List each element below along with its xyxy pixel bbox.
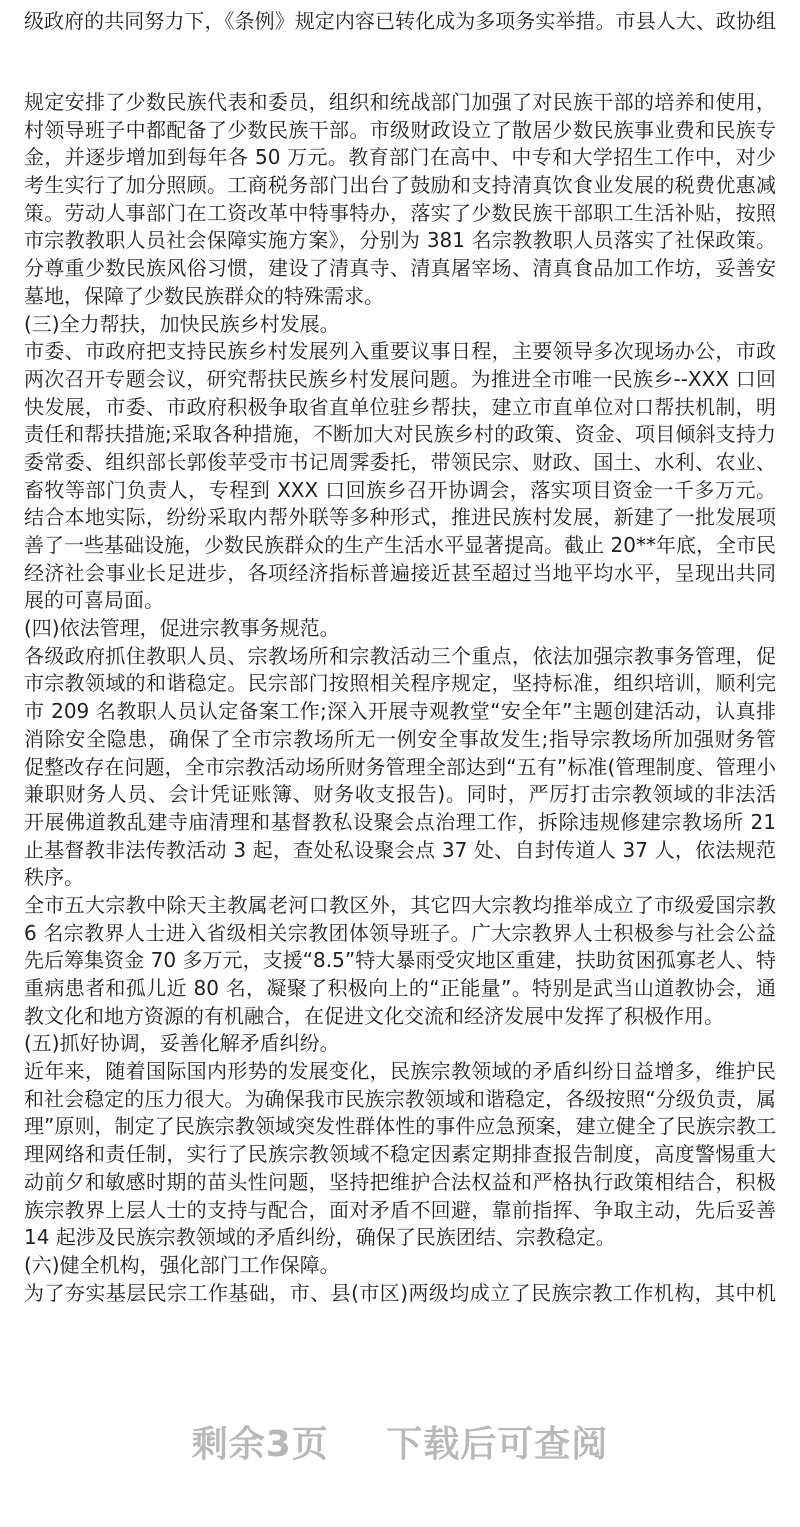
text-line: 委常委、组织部长郭俊苹受市书记周霁委托，带领民宗、财政、国土、水利、农业、 <box>24 449 776 474</box>
text-line: 全市五大宗教中除天主教属老河口教区外，其它四大宗教均推举成立了市级爱国宗教 <box>24 892 776 917</box>
text-line: 消除安全隐患，确保了全市宗教场所无一例安全事故发生;指导宗教场所加强财务管 <box>24 726 776 751</box>
paywall-footer <box>0 1420 800 1470</box>
section-heading <box>24 1030 776 1058</box>
text-line: (三)全力帮扶，加快民族乡村发展。 <box>24 311 340 336</box>
text-line: 14 起涉及民族宗教领域的矛盾纠纷，确保了民族团结、宗教稳定。 <box>24 1225 616 1250</box>
text-line: (五)抓好协调，妥善化解矛盾纠纷。 <box>24 1031 340 1056</box>
text-line: 理”原则，制定了民族宗教领域突发性群体性的事件应急预案，建立健全了民族宗教工 <box>24 1114 776 1139</box>
text-line: 秩序。 <box>24 865 84 890</box>
paragraph <box>24 1058 776 1252</box>
paragraph <box>24 338 776 615</box>
text-line: 和社会稳定的压力很大。为确保我市民族宗教领域和谐稳定，各级按照“分级负责，属 <box>24 1086 776 1111</box>
text-line: 规定安排了少数民族代表和委员，组织和统战部门加强了对民族干部的培养和使用， <box>24 90 776 114</box>
section-heading <box>24 311 776 339</box>
text-line: 重病患者和孤儿近 80 名，凝聚了积极向上的“正能量”。特别是武当山道教协会，通 <box>24 976 776 1000</box>
document-top-fragment <box>24 8 776 36</box>
text-line: 市委、市政府把支持民族乡村发展列入重要议事日程，主要领导多次现场办公，市政 <box>24 339 776 364</box>
text-line: 结合本地实际，纷纷采取内帮外联等多种形式，推进民族村发展，新建了一批发展项 <box>24 505 776 530</box>
text-line: 各级政府抓住教职人员、宗教场所和宗教活动三个重点，依法加强宗教事务管理，促 <box>24 643 776 668</box>
text-line: 墓地，保障了少数民族群众的特殊需求。 <box>24 283 384 308</box>
text-line: 展的可喜局面。 <box>24 588 164 613</box>
section-heading <box>24 1252 776 1280</box>
text-line: 市 209 名教职人员认定备案工作;深入开展寺观教堂“安全年”主题创建活动，认真排 <box>24 699 776 724</box>
paragraph <box>24 643 776 892</box>
text-line: 为了夯实基层民宗工作基础，市、县(市区)两级均成立了民族宗教工作机构，其中机 <box>24 1280 776 1305</box>
text-line: 先后筹集资金 70 多万元，支援“8.5”特大暴雨受灾地区重建，扶助贫困孤寡老人、特 <box>24 948 776 973</box>
text-line: 市宗教领域的和谐稳定。民宗部门按照相关程序规定，坚持标准，组织培训，顺利完 <box>24 671 776 696</box>
download-to-view-link[interactable]: 下载后可查阅 <box>386 1424 609 1465</box>
text-line: 策。劳动人事部门在工资改革中特事特办，落实了少数民族干部职工生活补贴，按照 <box>24 200 776 225</box>
text-line: 村领导班子中都配备了少数民族干部。市级财政设立了散居少数民族事业费和民族专 <box>24 117 776 142</box>
text-line: 族宗教界上层人士的支持与配合，面对矛盾不回避，靠前指挥、争取主动，先后妥善 <box>24 1197 776 1222</box>
text-line: 兼职财务人员、会计凭证账簿、财务收支报告)。同时，严厉打击宗教领域的非法活 <box>24 782 776 807</box>
text-line: 教文化和地方资源的有机融合，在促进文化交流和经济发展中发挥了积极作用。 <box>24 1003 724 1028</box>
text-line: 善了一些基础设施，少数民族群众的生产生活水平显著提高。截止 20**年底，全市民 <box>24 533 776 557</box>
text-line: 6 名宗教界人士进入省级相关宗教团体领导班子。广大宗教界人士积极参与社会公益 <box>24 920 776 945</box>
text-line: 开展佛道教乱建寺庙清理和基督教私设聚会点治理工作，拆除违规修建宗教场所 21 <box>24 809 776 834</box>
paragraph <box>24 89 776 311</box>
text-line: 快发展，市委、市政府积极争取省直单位驻乡帮扶，建立市直单位对口帮扶机制，明 <box>24 394 776 419</box>
text-line: 止基督教非法传教活动 3 起，查处私设聚会点 37 处、自封传道人 37 人，依法规范 <box>24 837 776 862</box>
text-line: 市宗教教职人员社会保障实施方案》，分别为 381 名宗教教职人员落实了社保政策。 <box>24 228 776 253</box>
text-line: 促整改存在问题，全市宗教活动场所财务管理全部达到“五有”标准(管理制度、管理小 <box>24 754 776 779</box>
paragraph <box>24 892 776 1030</box>
text-line: (六)健全机构，强化部门工作保障。 <box>24 1252 340 1277</box>
text-line: 级政府的共同努力下，《条例》规定内容已转化成为多项务实举措。市县人大、政协组 <box>24 9 776 33</box>
remaining-pages-label: 剩余3页 <box>191 1424 329 1465</box>
section-heading <box>24 615 776 643</box>
text-line: 畜牧等部门负责人，专程到 XXX 口回族乡召开协调会，落实项目资金一千多万元。 <box>24 477 776 502</box>
text-line: 责任和帮扶措施;采取各种措施，不断加大对民族乡村的政策、资金、项目倾斜支持力 <box>24 422 776 447</box>
text-line: 金，并逐步增加到每年各 50 万元。教育部门在高中、中专和大学招生工作中，对少 <box>24 145 776 170</box>
document-body <box>24 89 776 1307</box>
text-line: 考生实行了加分照顾。工商税务部门出台了鼓励和支持清真饮食业发展的税费优惠减 <box>24 173 776 198</box>
text-line: (四)依法管理，促进宗教事务规范。 <box>24 616 340 641</box>
text-line: 近年来，随着国际国内形势的发展变化，民族宗教领域的矛盾纠纷日益增多，维护民 <box>24 1059 776 1084</box>
paragraph <box>24 1280 776 1308</box>
text-line: 经济社会事业长足进步，各项经济指标普遍接近甚至超过当地平均水平，呈现出共同 <box>24 560 776 585</box>
text-line: 动前夕和敏感时期的苗头性问题，坚持把维护合法权益和严格执行政策相结合，积极 <box>24 1169 776 1194</box>
text-line: 理网络和责任制，实行了民族宗教领域不稳定因素定期排查报告制度，高度警惕重大 <box>24 1142 776 1167</box>
text-line: 两次召开专题会议，研究帮扶民族乡村发展问题。为推进全市唯一民族乡--XXX 口回 <box>24 366 776 391</box>
text-line: 分尊重少数民族风俗习惯，建设了清真寺、清真屠宰场、清真食品加工作坊，妥善安 <box>24 256 776 281</box>
